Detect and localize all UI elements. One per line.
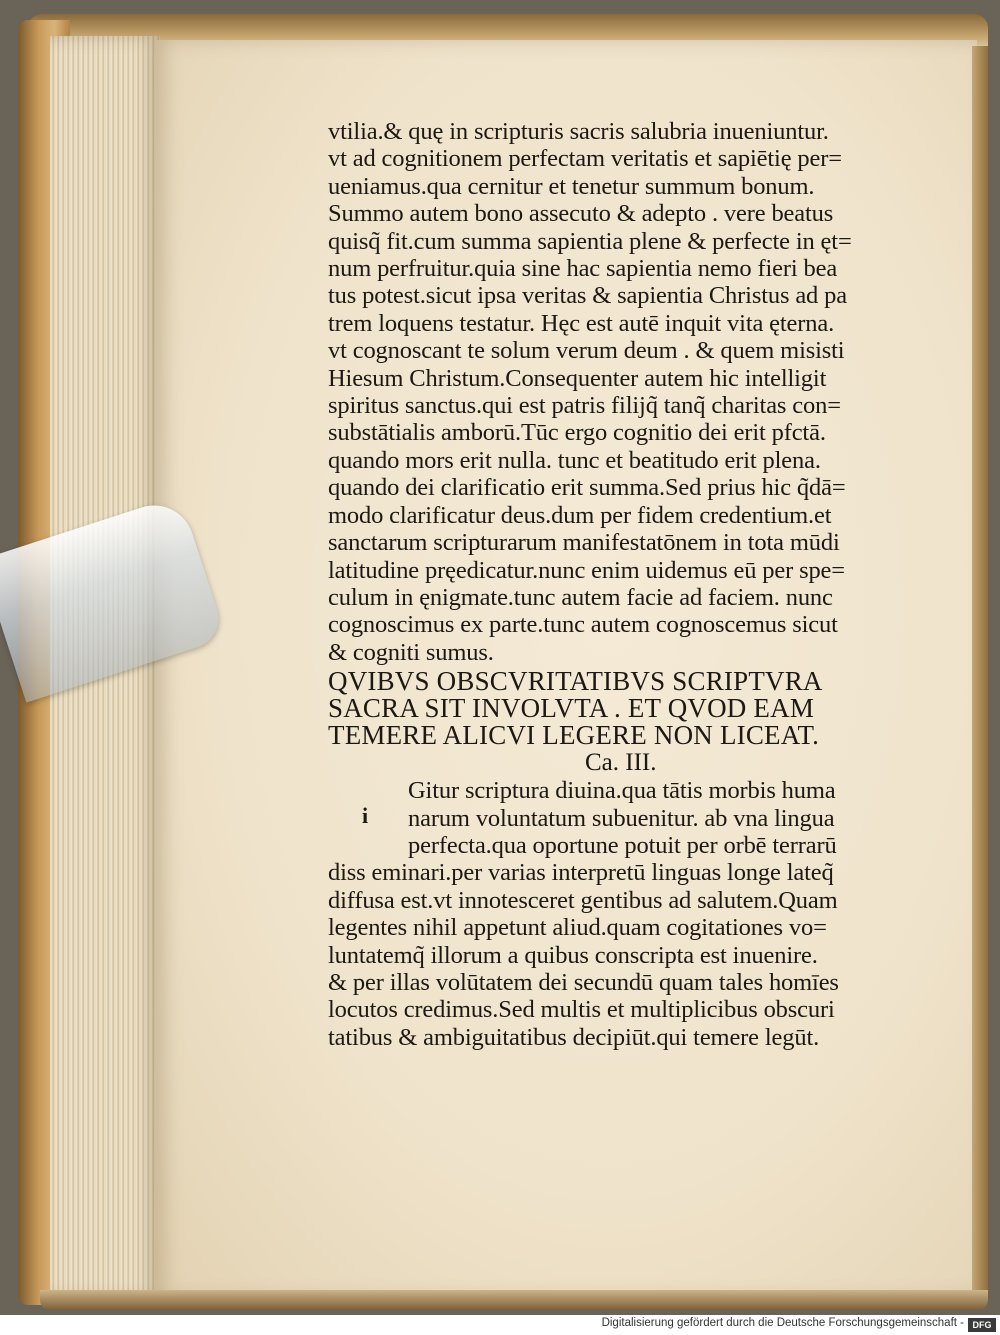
text-line: spiritus sanctus.qui est patris filijq̃ tanq̃ charitas con= (328, 392, 841, 420)
text-line: SACRA SIT INVOLVTA . ET QVOD EAM (328, 693, 815, 724)
text-line: & per illas volūtatem dei secundū quam tales homīes (328, 968, 839, 996)
text-line: diffusa est.vt innotesceret gentibus ad salutem.Quam (328, 886, 838, 914)
text-block (328, 118, 928, 1051)
text-line: Gitur scriptura diuina.qua tātis morbis huma (408, 777, 836, 805)
footer-bar (0, 1315, 1000, 1335)
text-line: sanctarum scripturarum manifestatōnem in tota mūdi (328, 529, 840, 557)
text-line: vtilia.& quę in scripturis sacris salubria inueniuntur. (328, 118, 829, 145)
text-line: trem loquens testatur. Hęc est autē inquit vita ęterna. (328, 309, 835, 337)
text-line: vt cognoscant te solum verum deum . & quem misisti (328, 337, 845, 365)
dfg-logo: DFG (968, 1318, 996, 1332)
initial-letter: i (362, 803, 369, 829)
text-line: luntatemq̃ illorum a quibus conscripta est inuenire. (328, 941, 818, 969)
text-line: Hiesum Christum.Consequenter autem hic intelligit (328, 364, 827, 392)
text-line: tatibus & ambiguitatibus decipiūt.qui temere legūt. (328, 1023, 820, 1051)
book-bottom-edge (40, 1290, 988, 1310)
text-line: narum voluntatum subuenitur. ab vna lingua (408, 804, 835, 832)
text-line: latitudine pręedicatur.nunc enim uidemus eū per spe= (328, 556, 845, 584)
text-line: diss eminari.per varias interpretū linguas longe lateq̃ (328, 859, 834, 887)
text-line: num perfruitur.quia sine hac sapientia nemo fieri bea (328, 255, 838, 283)
text-line: perfecta.qua oportune potuit per orbē terrarū (408, 831, 837, 859)
text-line: quando dei clarificatio erit summa.Sed prius hic q̃dā= (328, 474, 846, 502)
text-line: modo clarificatur deus.dum per fidem credentium.et (328, 501, 832, 529)
text-line: TEMERE ALICVI LEGERE NON LICEAT. (328, 720, 820, 751)
text-line: & cogniti sumus. (328, 638, 494, 666)
text-line: cognoscimus ex parte.tunc autem cognoscemus sicut (328, 611, 838, 639)
text-line: legentes nihil appetunt aliud.quam cogitationes vo= (328, 914, 827, 942)
text-line: quando mors erit nulla. tunc et beatitudo erit plena. (328, 446, 821, 474)
body-text-2 (328, 777, 928, 1051)
text-line: vt ad cognitionem perfectam veritatis et sapiētię per= (328, 145, 842, 173)
text-line: locutos credimus.Sed multis et multiplicibus obscuri (328, 996, 835, 1024)
page-gutter (972, 46, 988, 1296)
chapter-label: Ca. III. (585, 749, 657, 777)
text-line: culum in ęnigmate.tunc autem facie ad faciem. nunc (328, 583, 833, 611)
text-line: substātialis amborū.Tūc ergo cognitio dei erit pfctā. (328, 419, 826, 447)
body-text-1 (328, 118, 928, 666)
text-line: quisq̃ fit.cum summa sapientia plene & perfecte in ęt= (328, 227, 852, 255)
text-line: QVIBVS OBSCVRITATIBVS SCRIPTVRA (328, 666, 823, 697)
chapter-heading (328, 668, 928, 749)
text-line: Summo autem bono assecuto & adepto . vere beatus (328, 200, 834, 228)
text-line: ueniamus.qua cernitur et tenetur summum bonum. (328, 172, 815, 200)
text-line: tus potest.sicut ipsa veritas & sapientia Christus ad pa (328, 282, 847, 310)
funding-credit: Digitalisierung gefördert durch die Deutsche Forschungsgemeinschaft - (601, 1317, 964, 1329)
